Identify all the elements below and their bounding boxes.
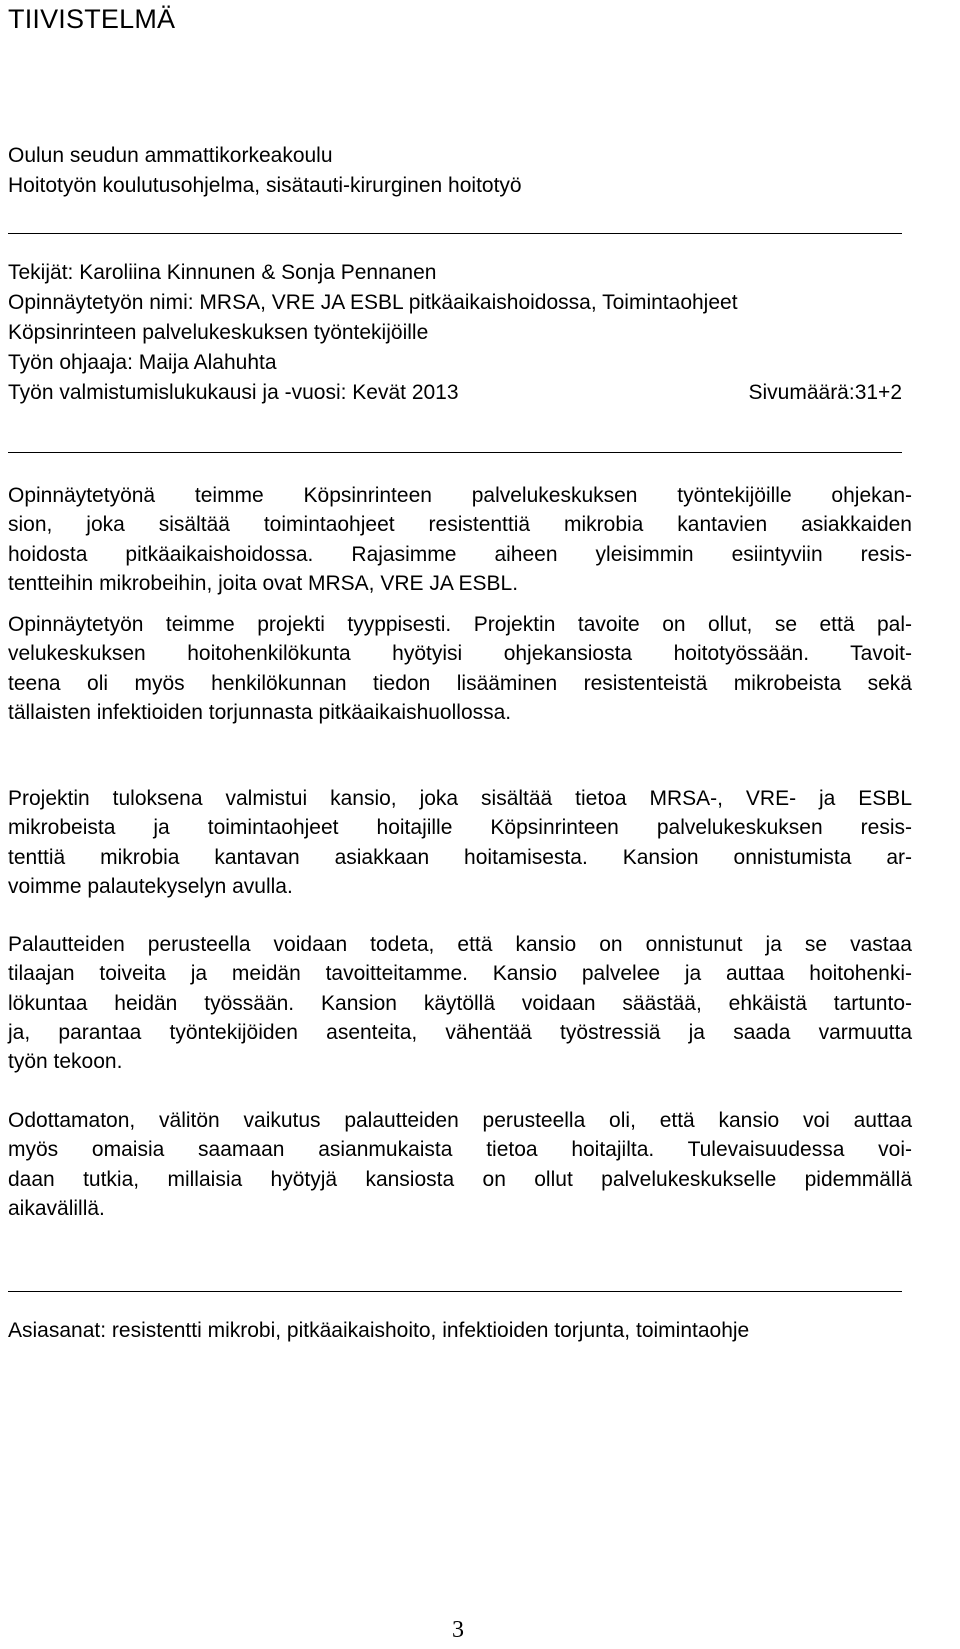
page-title: TIIVISTELMÄ [8, 4, 176, 34]
abstract-line: voimme palautekyselyn avulla. [8, 874, 293, 898]
abstract-line: Projektin tuloksena valmistui kansio, joka sisältää tietoa MRSA-, VRE- ja ESBL [8, 787, 912, 810]
abstract-line: daan tutkia, millaisia hyötyjä kansiosta on ollut palvelukeskukselle pidemmällä [8, 1167, 912, 1191]
abstract-line: Opinnäytetyön teimme projekti tyyppisesti. Projektin tavoite on ollut, se että pal- [8, 613, 912, 636]
page-number: 3 [452, 1617, 464, 1643]
authors: Tekijät: Karoliina Kinnunen & Sonja Pennanen [8, 261, 437, 284]
abstract-line: tenttiä mikrobia kantavan asiakkaan hoitamisesta. Kansion onnistumista ar- [8, 845, 912, 869]
abstract-line: hoidosta pitkäaikaishoidossa. Rajasimme aiheen yleisimmin esiintyviin resis- [8, 542, 912, 566]
abstract-line: myös omaisia saamaan asianmukaista tietoa hoitajilta. Tulevaisuudessa voi- [8, 1138, 912, 1162]
abstract-line: tällaisten infektioiden torjunnasta pitkäaikaishuollossa. [8, 700, 512, 724]
abstract-line: Opinnäytetyönä teimme Köpsinrinteen palvelukeskuksen työntekijöille ohjekan- [8, 484, 912, 507]
abstract-line: Odottamaton, välitön vaikutus palautteiden perusteella oli, että kansio voi auttaa [8, 1109, 912, 1132]
abstract-line: aikavälillä. [8, 1196, 105, 1220]
thesis-info-block [8, 258, 912, 408]
abstract-line: ja, parantaa työntekijöiden asenteita, vähentää työstressiä ja saada varmuutta [8, 1020, 912, 1044]
abstract-line: työn tekoon. [8, 1050, 123, 1074]
thesis-title-line-1: Opinnäytetyön nimi: MRSA, VRE JA ESBL pitkäaikaishoidossa, Toimintaohjeet [8, 291, 738, 314]
abstract-line: Palautteiden perusteella voidaan todeta, että kansio on onnistunut ja se vastaa [8, 933, 912, 956]
abstract-line: velukeskuksen hoitohenkilökunta hyötyisi ohjekansiosta hoitotyössään. Tavoit- [8, 642, 912, 666]
abstract-line: mikrobeista ja toimintaohjeet hoitajille Köpsinrinteen palvelukeskuksen resis- [8, 816, 912, 840]
abstract-line: lökuntaa heidän työssään. Kansion käytöllä voidaan säästää, ehkäistä tartunto- [8, 991, 912, 1015]
thesis-title-line-2: Köpsinrinteen palvelukeskuksen työntekijöille [8, 321, 429, 344]
abstract-paragraph-3 [8, 784, 912, 901]
abstract-paragraph-5 [8, 1106, 912, 1223]
divider-bottom [8, 1291, 902, 1292]
abstract-line: tentteihin mikrobeihin, joita ovat MRSA, VRE JA ESBL. [8, 571, 519, 595]
institution-block [8, 141, 912, 201]
divider-middle [8, 452, 902, 453]
completion-term: Työn valmistumislukukausi ja -vuosi: Kevät 2013 [8, 381, 459, 404]
abstract-line: tilaajan toiveita ja meidän tavoitteitamme. Kansio palvelee ja auttaa hoitohenki- [8, 962, 912, 986]
page-count: Sivumäärä:31+2 [748, 381, 902, 404]
abstract-line: teena oli myös henkilökunnan tiedon lisääminen resistenteistä mikrobeista sekä [8, 671, 912, 695]
divider-top [8, 233, 902, 234]
school-name: Oulun seudun ammattikorkeakoulu [8, 144, 333, 167]
abstract-paragraph-2 [8, 610, 912, 727]
abstract-line: sion, joka sisältää toimintaohjeet resistenttiä mikrobia kantavien asiakkaiden [8, 513, 912, 537]
abstract-paragraph-4 [8, 930, 912, 1076]
supervisor: Työn ohjaaja: Maija Alahuhta [8, 351, 277, 374]
abstract-paragraph-1 [8, 481, 912, 598]
degree-program: Hoitotyön koulutusohjelma, sisätauti-kirurginen hoitotyö [8, 174, 522, 197]
term-pages-row [8, 378, 912, 408]
keywords: Asiasanat: resistentti mikrobi, pitkäaikaishoito, infektioiden torjunta, toimintaohje [8, 1319, 750, 1342]
